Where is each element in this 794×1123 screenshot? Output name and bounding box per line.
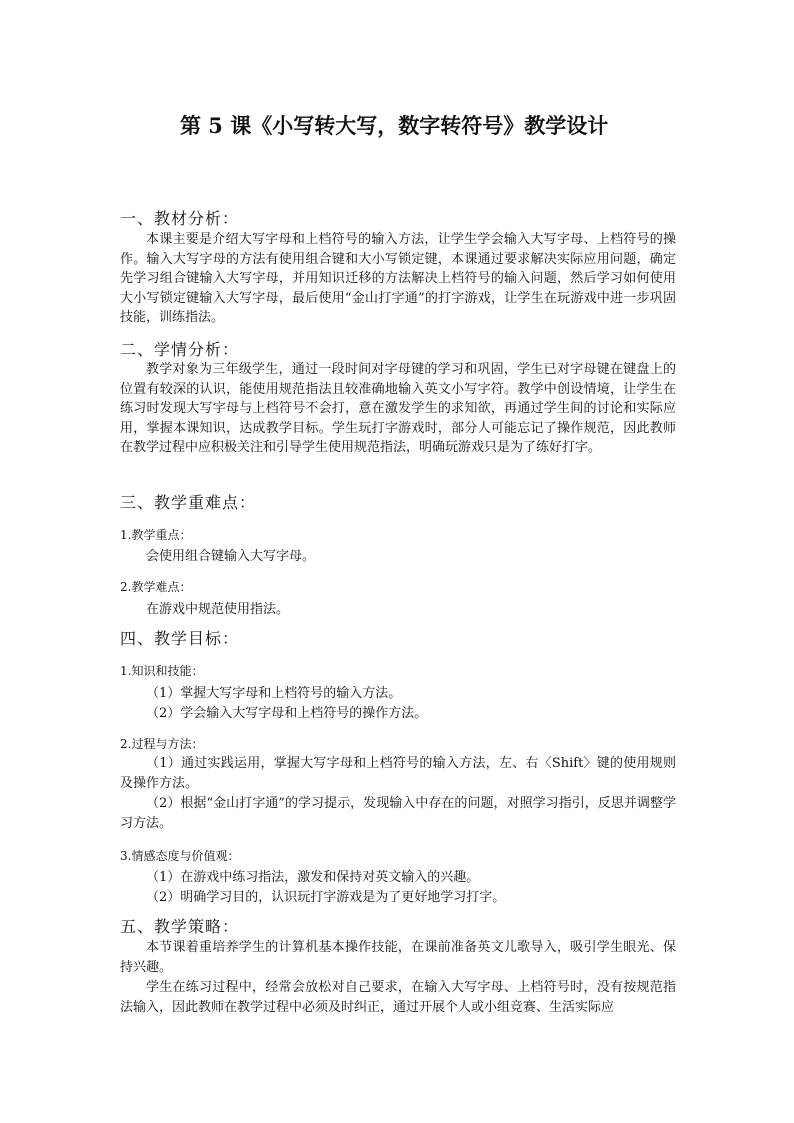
section-heading-analysis: 一、教材分析： xyxy=(120,209,240,228)
subheading-attitude: 3.情感态度与价值观： xyxy=(120,849,240,863)
item-process-2: （2）根据“金山打字通”的学习提示，发现输入中存在的问题，对照学习指引，反思并调整学习方法。 xyxy=(120,796,676,831)
section-paragraph-students: 教学对象为三年级学生，通过一段时间对字母键的学习和巩固，学生已对字母键在键盘上的位置有较深的认识，能使用规范指法且较准确地输入英文小写字符。教学中创设情境，让学生在练习时发现大写字母与上档符号不会打，意在激发学生的求知欲，再通过学生间的讨论和实际应用，掌握本课知识，达成教学目标。学生玩打字游戏时，部分人可能忘记了操作规范，因此教师在教学过程中应积极关注和引导学生使用规范指法，明确玩游戏只是为了练好打字。 xyxy=(120,362,676,456)
item-attitude-1: （1）在游戏中练习指法，激发和保持对英文输入的兴趣。 xyxy=(146,870,480,885)
section-paragraph-strategy-1: 本节课着重培养学生的计算机基本操作技能，在课前准备英文儿歌导入，吸引学生眼光、保持兴趣。 xyxy=(120,940,676,975)
subheading-knowledge: 1.知识和技能： xyxy=(120,664,204,678)
section-heading-strategy: 五、教学策略： xyxy=(120,917,240,936)
item-difficulty: 在游戏中规范使用指法。 xyxy=(146,602,290,617)
section-heading-key-points: 三、教学重难点： xyxy=(120,493,257,512)
item-process-1: （1）通过实践运用，掌握大写字母和上档符号的输入方法，左、右〈Shift〉键的使用规则及操作方法。 xyxy=(120,756,676,791)
subheading-difficulty: 2.教学难点： xyxy=(120,580,192,594)
item-key-point: 会使用组合键输入大写字母。 xyxy=(146,549,316,564)
section-heading-students: 二、学情分析： xyxy=(120,340,240,359)
document-title: 第 5 课《小写转大写，数字转符号》教学设计 xyxy=(180,113,609,138)
section-paragraph-strategy-2: 学生在练习过程中，经常会放松对自己要求，在输入大写字母、上档符号时，没有按规范指法输入，因此教师在教学过程中必须及时纠正，通过开展个人或小组竞赛、生活实际应 xyxy=(120,980,676,1015)
item-knowledge-2: （2）学会输入大写字母和上档符号的操作方法。 xyxy=(146,706,428,721)
subheading-process: 2.过程与方法： xyxy=(120,737,204,751)
section-paragraph-analysis: 本课主要是介绍大写字母和上档符号的输入方法，让学生学会输入大写字母、上档符号的操作。输入大写字母的方法有使用组合键和大小写锁定键，本课通过要求解决实际应用问题，确定先学习组合键输入大写字母，并用知识迁移的方法解决上档符号的输入问题，然后学习如何使用大小写锁定键输入大写字母，最后使用“金山打字通”的打字游戏，让学生在玩游戏中进一步巩固技能，训练指法。 xyxy=(120,232,676,326)
subheading-key-point: 1.教学重点： xyxy=(120,528,192,542)
section-heading-objectives: 四、教学目标： xyxy=(120,629,240,648)
item-attitude-2: （2）明确学习目的，认识玩打字游戏是为了更好地学习打字。 xyxy=(146,890,506,905)
item-knowledge-1: （1）掌握大写字母和上档符号的输入方法。 xyxy=(146,686,402,701)
